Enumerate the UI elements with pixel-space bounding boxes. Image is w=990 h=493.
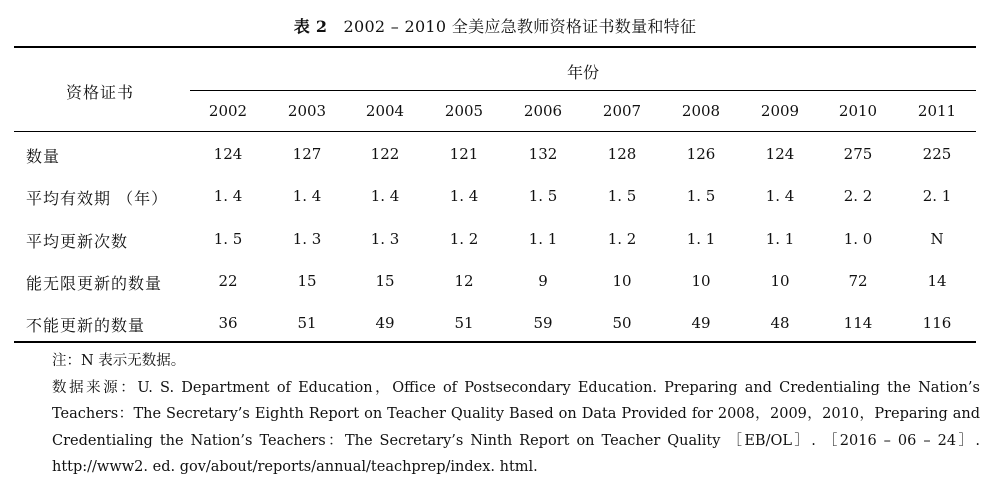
bottom-rule (14, 341, 976, 343)
table-cell: 1. 2 (449, 230, 479, 248)
year-header-cell: 2011 (917, 102, 957, 120)
table-notes (14, 348, 980, 481)
table-cell: 122 (370, 145, 400, 163)
table-cell: 128 (607, 145, 637, 163)
table-cell: 10 (612, 272, 632, 290)
table-cell: 49 (691, 314, 711, 332)
year-header-cell: 2010 (838, 102, 878, 120)
year-header-cell: 2006 (523, 102, 563, 120)
year-header-cell: 2009 (760, 102, 800, 120)
row-label: 平均有效期 （年） (26, 189, 169, 208)
table-cell: 1. 4 (370, 187, 400, 205)
table-cell: 36 (218, 314, 238, 332)
table-cell: 1. 4 (292, 187, 322, 205)
table-cell: 1. 3 (292, 230, 322, 248)
table-cell: 225 (922, 145, 952, 163)
table-cell: 49 (375, 314, 395, 332)
table-cell: 1. 5 (686, 187, 716, 205)
table-cell: 275 (843, 145, 873, 163)
year-header-rule (190, 90, 976, 91)
row-label: 能无限更新的数量 (26, 274, 163, 293)
stub-header: 资格证书 (66, 83, 135, 102)
table-cell: 10 (691, 272, 711, 290)
table-cell: 15 (297, 272, 317, 290)
year-header-cell: 2005 (444, 102, 484, 120)
table-cell: 12 (454, 272, 474, 290)
table-cell: 2. 2 (843, 187, 873, 205)
table-cell: 59 (533, 314, 553, 332)
year-header-cell: 2002 (208, 102, 248, 120)
table-cell: 15 (375, 272, 395, 290)
table-cell: 1. 5 (607, 187, 637, 205)
table-cell: 1. 0 (843, 230, 873, 248)
year-header-cell: 2008 (681, 102, 721, 120)
table-cell: N (930, 230, 944, 248)
table-cell: 132 (528, 145, 558, 163)
table-cell: 22 (218, 272, 238, 290)
year-header: 年份 (566, 63, 600, 82)
table-cell: 14 (927, 272, 947, 290)
table-cell: 1. 4 (765, 187, 795, 205)
table-cell: 121 (449, 145, 479, 163)
table-cell: 1. 5 (213, 230, 243, 248)
table-cell: 1. 2 (607, 230, 637, 248)
row-label: 数量 (26, 147, 61, 166)
table-cell: 1. 1 (765, 230, 795, 248)
table-cell: 10 (770, 272, 790, 290)
row-label: 平均更新次数 (26, 232, 129, 251)
table-cell: 1. 1 (528, 230, 558, 248)
table-cell: 1. 4 (213, 187, 243, 205)
year-header-cell: 2003 (287, 102, 327, 120)
table-cell: 124 (765, 145, 795, 163)
note-source: 数据来源：U. S. Department of Education，Office of Postsecondary Education. Preparing and Credentialing the Nation’s Teachers：The Secretary’s Eighth Report on Teacher Quality Based on Data Provided for 2008，2009，2010，Preparing and Credentialing the Nation’s Teachers：The Secretary’s Ninth Report on Teacher Quality ［EB/OL］. ［2016 – 06 – 24］. http://www2. ed. gov/about/reports/annual/teachprep/index. html. (52, 379, 980, 475)
table-cell: 51 (454, 314, 474, 332)
table-cell: 1. 5 (528, 187, 558, 205)
table-cell: 72 (848, 272, 868, 290)
top-rule (14, 46, 976, 48)
row-label: 不能更新的数量 (26, 316, 146, 335)
table-title-text: 2002 – 2010 全美应急教师资格证书数量和特征 (343, 17, 697, 36)
table-cell: 2. 1 (922, 187, 952, 205)
table-number: 表 2 (293, 17, 328, 36)
table-cell: 50 (612, 314, 632, 332)
table-cell: 114 (843, 314, 873, 332)
table-cell: 9 (538, 272, 548, 290)
table-cell: 51 (297, 314, 317, 332)
table-cell: 126 (686, 145, 716, 163)
table-cell: 1. 3 (370, 230, 400, 248)
table-cell: 124 (213, 145, 243, 163)
year-header-cell: 2004 (365, 102, 405, 120)
table-title (0, 14, 990, 37)
header-bottom-rule (14, 131, 976, 132)
table-cell: 1. 1 (686, 230, 716, 248)
table-cell: 48 (770, 314, 790, 332)
table-cell: 116 (922, 314, 952, 332)
note-missing-data: 注：N 表示无数据。 (52, 353, 186, 369)
year-header-cell: 2007 (602, 102, 642, 120)
table-cell: 127 (292, 145, 322, 163)
table-cell: 1. 4 (449, 187, 479, 205)
